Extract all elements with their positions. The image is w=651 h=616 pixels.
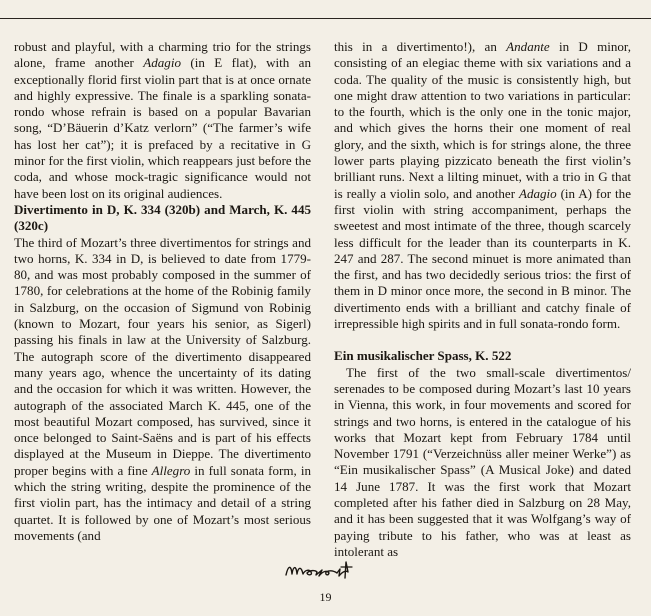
top-rule — [0, 18, 651, 19]
left-column — [14, 39, 311, 544]
section-heading-k522: Ein musikalischer Spass, K. 522 — [334, 348, 512, 364]
left-paragraph-2: The third of Mozart’s three divertimentos for strings and two horns, K. 334 in D, is believed to date from 1779-80, and was most probably composed in the summer of 1780, for celebrations at the home of the Robinig family in Salzburg, on the occasion of Sigmund von Robinig (known to Mozart, four years his senior, as Sigerl) passing his finals in law at the University of Salzburg. The autograph score of the divertimento disappeared many years ago, whence the uncertainty of its dating and the occasion for which it was written. However, the autograph of the associated March K. 445, one of the most beautiful Mozart composed, has survived, since it once belonged to Saint-Saëns and is part of his effects displayed at the Museum in Dieppe. The divertimento proper begins with a fine Allegro in full sonata form, in which the string writing, despite the prominence of the first violin part, has the intimacy and detail of a string quartet. It is followed by one of Mozart’s most serious movements (and — [14, 234, 311, 543]
mozart-signature — [282, 558, 372, 582]
right-paragraph-2: The first of the two small-scale divertimentos/ serenades to be composed during Mozart’s last 10 years in Vienna, this work, in four movements and scored for strings and two horns, is entered in the catalogue of his works that Mozart kept from February 1784 until November 1791 (“Verzeichnüss aller meiner Werke”) as “Ein musikalischer Spass” (A Musical Joke) and dated 14 June 1787. It was the first work that Mozart completed after his father died in Salzburg on 28 May, and it has been suggested that it was Wolfgang’s way of paying tribute to his father, who was at least as intolerant as — [334, 364, 631, 559]
tempo-term: Andante — [506, 39, 550, 54]
tempo-term: Adagio — [518, 185, 557, 201]
right-column — [334, 39, 631, 560]
section-heading-k334: Divertimento in D, K. 334 (320b) and March, K. 445 (320c) — [14, 201, 311, 234]
tempo-term: Allegro — [151, 462, 191, 478]
right-paragraph-1: this in a divertimento!), an Andante in D minor, consisting of an elegiac theme with six variations and a coda. The quality of the music is consistently high, but one might draw attention to two variations in particular: to the fourth, which is the only one in the tonic major, and which gives the horns their one moment of real glory, and the sixth, which is for strings alone, the three lower parts playing pizzicato beneath the first violin’s brilliant runs. Next a lilting minuet, with a trio in G that is really a violin solo, and another Adagio (in A) for the first violin with string accompaniment, perhaps the sweetest and most intimate of the three, though scarcely less difficult for the leader than its counterparts in K. 247 and 287. The second minuet is more animated than the first, and has two decidedly serious trios: the first of them in D minor once more, the second in B minor. The divertimento ends with a brilliant and catchy finale of irrepressible high spirits and in full sonata-rondo form. — [334, 39, 631, 332]
page-number: 19 — [319, 590, 332, 604]
left-paragraph-1: robust and playful, with a charming trio for the strings alone, frame another Adagio (in E flat), with an exceptionally florid first violin part that is at once ornate and highly expressive. The finale is a sparkling sonata-rondo whose refrain is based on a popular Bavarian song, “D’Bäuerin d’Katz verlorn” (“The farmer’s wife has lost her cat”); it is prefaced by a recitative in G minor for the first violin, which reappears just before the coda, and whose mock-tragic significance would not have been lost on its original audiences. — [14, 39, 311, 201]
tempo-term: Adagio — [143, 55, 181, 71]
